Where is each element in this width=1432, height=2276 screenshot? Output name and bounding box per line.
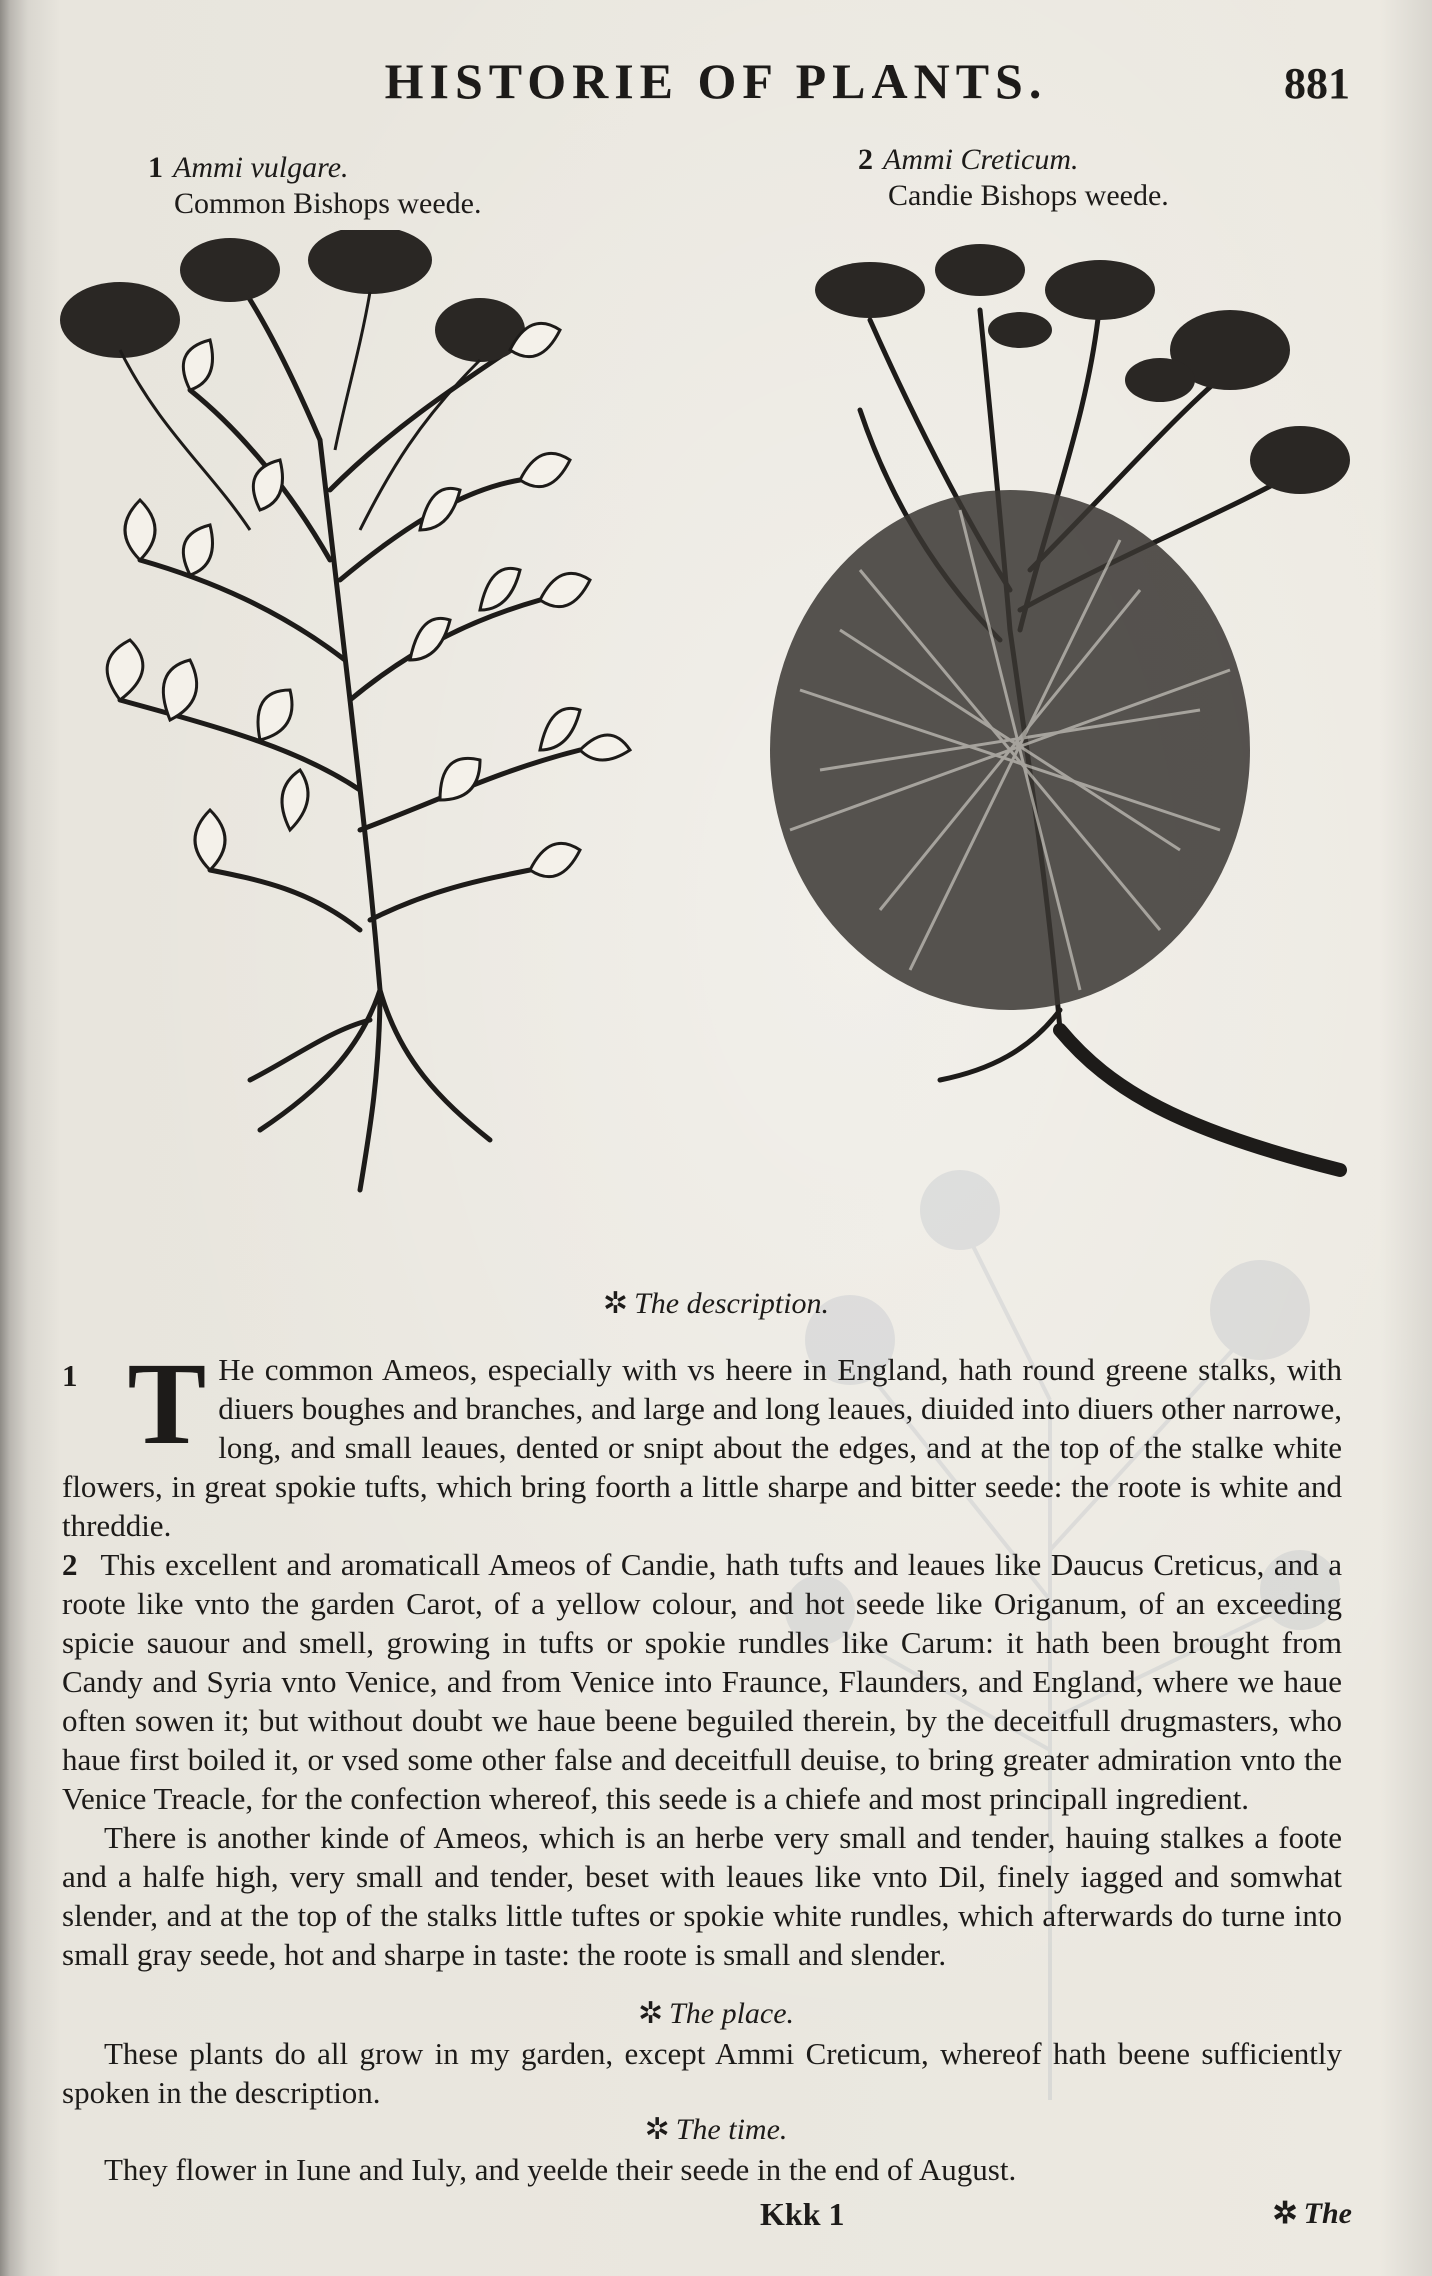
description-body (62, 1338, 1342, 1974)
catchword: ✲ The (1272, 2197, 1352, 2230)
figure-2-english-name: Candie Bishops weede. (888, 179, 1169, 212)
drop-cap: T (127, 1338, 207, 1469)
candie-bishops-weede-woodcut (760, 210, 1360, 1190)
figure-1-latin-name: Ammi vulgare. (173, 151, 349, 184)
paragraph-1-number: 1 (62, 1358, 78, 1393)
figure-2-latin-name: Ammi Creticum. (883, 143, 1079, 176)
common-bishops-weede-woodcut (60, 230, 640, 1230)
place-heading: ✲ The place. (637, 1997, 795, 2030)
asterism-icon: ✲ (644, 2113, 670, 2146)
figure-1-english-name: Common Bishops weede. (174, 187, 482, 220)
time-heading: ✲ The time. (644, 2113, 788, 2146)
asterism-icon: ✲ (637, 1997, 664, 2030)
signature-mark: Kkk 1 (760, 2196, 845, 2232)
asterism-icon: ✲ (602, 1287, 629, 1320)
running-head: HISTORIE OF PLANTS. (384, 53, 1048, 109)
description-paragraph-3 (62, 1818, 1342, 1974)
paragraph-1-text: He common Ameos, especially with vs heere in England, hath round greene stalks, with diuers boughes and branches, and large and long leaues, diuided into diuers other narrowe, long, and small leaues, dented or snipt about the edges, and at the top of the stalke white flowers, in great spokie tufts, which bring foorth a little sharpe and bitter seede: the roote is white and threddie. (62, 1352, 1342, 1543)
figure-2-number: 2 (858, 143, 873, 176)
figure-1-number: 1 (148, 151, 163, 184)
paragraph-2-number: 2 (62, 1547, 78, 1582)
paragraph-2-text: This excellent and aromaticall Ameos of Candie, hath tufts and leaues like Daucus Creticus, and a roote like vnto the garden Carot, of a yellow colour, and hot seede like Origanum, of an exceeding spicie sauour and smell, growing in tufts or spokie rundles like Carum: it hath been brought from Candy and Syria vnto Venice, and from Venice into Fraunce, Flaunders, and England, where we haue often sowen it; but without doubt we haue beene beguiled therein, by the deceitfull drugmasters, who haue first boiled it, or vsed some other false and deceitfull deuise, to bring greater admiration vnto the Venice Treacle, for the confection whereof, this seede is a chiefe and most principall ingredient. (62, 1547, 1342, 1816)
paragraph-3-text: There is another kinde of Ameos, which is an herbe very small and tender, hauing stalkes a foote and a halfe high, very small and tender, beset with leaues like vnto Dil, finely iagged and somwhat slender, and at the top of the stalks little tuftes or spokie white rundles, which afterwards do turne into small gray seede, hot and sharpe in taste: the roote is small and slender. (62, 1820, 1342, 1972)
description-paragraph-2 (62, 1545, 1342, 1818)
figure-2-caption (858, 142, 1169, 214)
place-text: These plants do all grow in my garden, except Ammi Creticum, whereof hath beene sufficiently spoken in the description. (62, 2036, 1342, 2110)
figure-1-caption (148, 150, 482, 222)
description-paragraph-1 (62, 1338, 1342, 1545)
asterism-icon: ✲ (1272, 2197, 1298, 2230)
time-text: They flower in Iune and Iuly, and yeelde their seede in the end of August. (104, 2152, 1017, 2187)
description-heading: ✲ The description. (602, 1287, 830, 1320)
page-number: 881 (1284, 59, 1350, 108)
